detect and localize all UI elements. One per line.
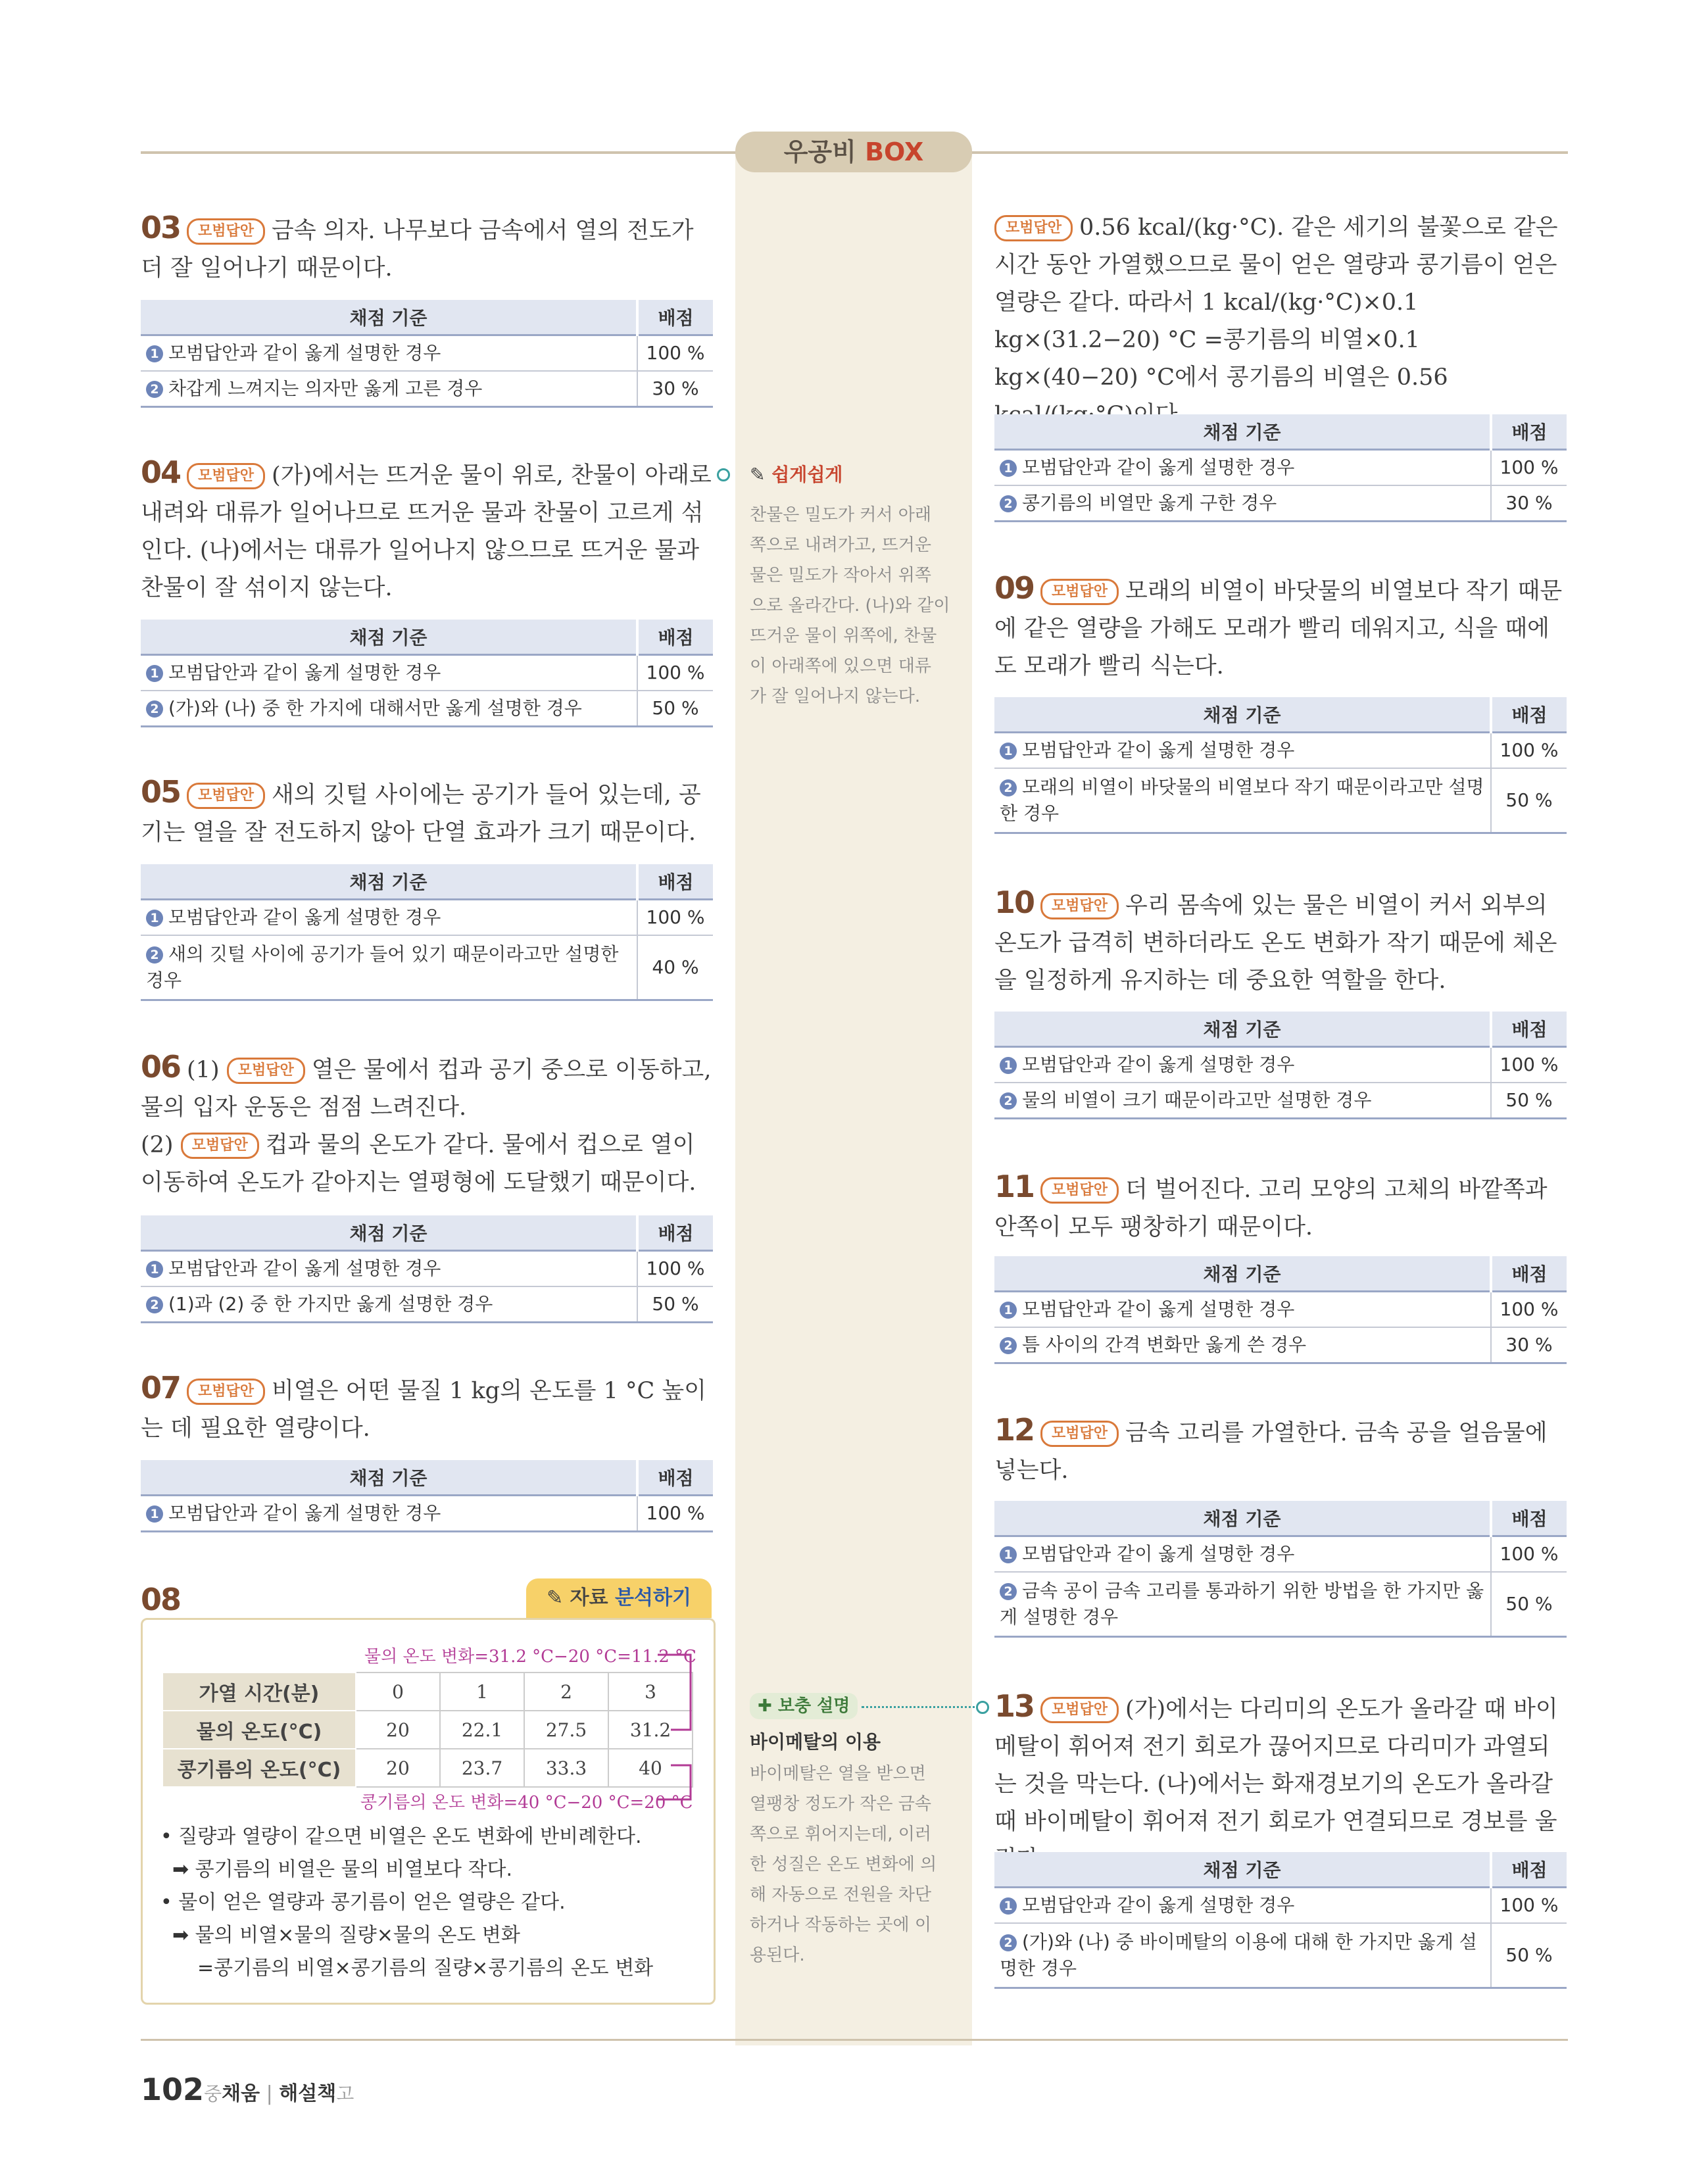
cell: 20 — [356, 1711, 440, 1749]
answer-badge: 모범답안 — [994, 215, 1073, 241]
row-points: 50 % — [637, 1286, 713, 1323]
water-change-note: 물의 온도 변화=31.2 °C−20 °C=11.2 °C — [364, 1647, 696, 1667]
row-text: 모범답안과 같이 옳게 설명한 경우 — [1022, 1894, 1295, 1916]
cell: 2 — [524, 1673, 608, 1711]
data-analysis-tag — [526, 1578, 712, 1618]
row-label: 가열 시간(분) — [162, 1673, 356, 1711]
easy-note-title — [750, 460, 842, 487]
row-points: 30 % — [1491, 1327, 1567, 1363]
points-header: 배점 — [637, 1460, 713, 1496]
row-points: 30 % — [637, 371, 713, 407]
criteria-header: 채점 기준 — [994, 1852, 1491, 1888]
q06-number: 06 — [141, 1049, 181, 1085]
row-points: 40 % — [637, 935, 713, 1000]
row-text: 모범답안과 같이 옳게 설명한 경우 — [168, 1502, 441, 1524]
q13-number: 13 — [994, 1688, 1035, 1724]
row-points: 50 % — [1491, 1083, 1567, 1119]
answer-badge: 모범답안 — [187, 783, 265, 809]
note-line: 쪽으로 휘어지는데, 이러 — [750, 1824, 931, 1844]
box-prefix: 우공비 — [783, 137, 856, 166]
answer-badge: 모범답안 — [1040, 1177, 1119, 1204]
points-header: 배점 — [637, 1215, 713, 1251]
row-text: 새의 깃털 사이에 공기가 들어 있기 때문이라고만 설명한 경우 — [146, 943, 619, 991]
note-line: 가 잘 일어나지 않는다. — [750, 687, 921, 706]
box-tab — [735, 132, 972, 172]
q06-score-table — [141, 1215, 713, 1323]
q06-part1-text: 열은 물에서 컵과 공기 중으로 이동하고, 물의 입자 운동은 점점 느려진다. — [141, 1057, 712, 1121]
table-row — [141, 655, 713, 691]
points-header: 배점 — [1491, 1012, 1567, 1047]
table-row — [141, 1286, 713, 1323]
row-number: 1 — [1000, 1057, 1017, 1074]
q10-score-table — [994, 1012, 1567, 1119]
note-line: 으로 올라간다. (나)와 같이 — [750, 596, 950, 616]
q03-score-table — [141, 300, 713, 408]
criteria-header: 채점 기준 — [994, 1012, 1491, 1047]
row-text: (1)과 (2) 중 한 가지만 옳게 설명한 경우 — [168, 1293, 493, 1315]
row-number: 1 — [146, 1505, 163, 1523]
row-points: 100 % — [1491, 1047, 1567, 1083]
table-row — [994, 1327, 1567, 1363]
q13-text: (가)에서는 다리미의 온도가 올라갈 때 바이메탈이 휘어져 전기 회로가 끊어지므로 다리미가 과열되는 것을 막는다. (나)에서는 화재경보기의 온도가 올라갈 때 바이메탈이 휘어져 전기 회로가 연결되므로 경보를 울 — [994, 1696, 1558, 1835]
pencil-icon: ✎ — [547, 1586, 564, 1609]
bullet-3: • 물이 얻은 열량과 콩기름이 얻은 열량은 같다. — [160, 1891, 566, 1914]
row-label: 물의 온도(°C) — [162, 1711, 356, 1749]
q13-score-table — [994, 1852, 1567, 1989]
points-header: 배점 — [1491, 414, 1567, 450]
row-number: 1 — [146, 665, 163, 682]
q10-text: 우리 몸속에 있는 물은 비열이 커서 외부의 온도가 급격히 변하더라도 온도 변화가 작기 때문에 체온을 일정하게 유지하는 데 중요한 역할을 한다. — [994, 892, 1557, 994]
q03-text: 금속 의자. 나무보다 금속에서 열의 전도가 더 잘 일어나기 때문이다. — [141, 218, 694, 281]
answer-badge: 모범답안 — [1040, 893, 1119, 919]
q06-part1-label: (1) — [187, 1057, 220, 1083]
points-header: 배점 — [1491, 1256, 1567, 1292]
cell: 0 — [356, 1673, 440, 1711]
row-points: 100 % — [1491, 1888, 1567, 1924]
criteria-header: 채점 기준 — [994, 1256, 1491, 1292]
bullet-5: =콩기름의 비열×콩기름의 질량×콩기름의 온도 변화 — [197, 1957, 654, 1980]
points-header: 배점 — [1491, 1852, 1567, 1888]
row-points: 50 % — [1491, 768, 1567, 833]
note-line: 한 성질은 온도 변화에 의 — [750, 1855, 937, 1874]
note-line: 이 아래쪽에 있으면 대류 — [750, 656, 931, 676]
row-number: 2 — [146, 700, 163, 718]
footer-book: 채움 — [222, 2082, 260, 2105]
row-points: 100 % — [1491, 733, 1567, 769]
cell: 1 — [440, 1673, 524, 1711]
note-line: 용된다. — [750, 1945, 805, 1965]
q04-text: (가)에서는 뜨거운 물이 위로, 찬물이 아래로 내려와 대류가 일어나므로 뜨거운 물과 찬물이 고르게 섞인다. (나)에서는 대류가 일어나지 않으므로 뜨거운 물과 찬물이 잘 섞이지 않는다. — [141, 462, 712, 601]
easy-note-body — [750, 500, 950, 712]
q12-number: 12 — [994, 1412, 1035, 1448]
note-line: 해 자동으로 전원을 차단 — [750, 1885, 931, 1905]
row-points: 100 % — [1491, 1292, 1567, 1328]
q13-answer — [994, 1688, 1567, 1878]
q08-heading — [141, 1581, 187, 1622]
row-number: 1 — [1000, 460, 1017, 477]
plus-icon: ✚ — [758, 1696, 772, 1716]
points-header: 배점 — [1491, 697, 1567, 733]
footer-sep: 해설책 — [279, 2082, 337, 2105]
row-text: 모범답안과 같이 옳게 설명한 경우 — [168, 342, 441, 364]
q12-text: 금속 고리를 가열한다. 금속 공을 얼음물에 넣는다. — [994, 1420, 1548, 1484]
table-row — [994, 1888, 1567, 1924]
row-text: 물의 비열이 크기 때문이라고만 설명한 경우 — [1022, 1089, 1372, 1111]
note-line: 찬물은 밀도가 커서 아래 — [750, 505, 931, 525]
page-number: 102 — [141, 2072, 205, 2107]
q08-bullets — [160, 1821, 653, 1985]
criteria-header: 채점 기준 — [141, 300, 637, 335]
q04-number: 04 — [141, 454, 181, 490]
table-row — [141, 1251, 713, 1287]
row-points: 100 % — [637, 900, 713, 936]
table-row — [141, 371, 713, 407]
table-row — [994, 485, 1567, 522]
row-text: 모범답안과 같이 옳게 설명한 경우 — [168, 662, 441, 683]
row-number: 1 — [1000, 1546, 1017, 1563]
criteria-header: 채점 기준 — [141, 864, 637, 900]
row-text: (가)와 (나) 중 한 가지에 대해서만 옳게 설명한 경우 — [168, 697, 582, 719]
note-line: 쪽으로 내려가고, 뜨거운 — [750, 535, 931, 555]
row-number: 1 — [146, 1261, 163, 1278]
row-points: 100 % — [1491, 1536, 1567, 1573]
row-text: 모범답안과 같이 옳게 설명한 경우 — [1022, 1298, 1295, 1320]
footer-post: 고 — [336, 2083, 354, 2105]
q07-score-table — [141, 1460, 713, 1532]
note-line: 바이메탈은 열을 받으면 — [750, 1764, 926, 1784]
page-footer: 102중채움 | 해설책고 — [141, 2072, 354, 2107]
q06-part2-text: 컵과 물의 온도가 같다. 물에서 컵으로 열이 이동하여 온도가 같아지는 열평형에 도달했기 때문이다. — [141, 1132, 696, 1196]
cell: 20 — [356, 1749, 440, 1787]
table-row — [994, 1047, 1567, 1083]
q05-text: 새의 깃털 사이에는 공기가 들어 있는데, 공기는 열을 잘 전도하지 않아 단열 효과가 크기 때문이다. — [141, 782, 701, 846]
row-number: 2 — [1000, 1337, 1017, 1354]
points-header: 배점 — [1491, 1501, 1567, 1536]
cell: 27.5 — [524, 1711, 608, 1749]
q10-answer — [994, 884, 1567, 1000]
criteria-header: 채점 기준 — [141, 1460, 637, 1496]
tag-part-a: 자료 — [570, 1586, 608, 1609]
easy-title-text: 쉽게쉽게 — [771, 464, 843, 485]
q09-number: 09 — [994, 570, 1035, 606]
row-text: 모범답안과 같이 옳게 설명한 경우 — [168, 906, 441, 928]
q07-number: 07 — [141, 1370, 181, 1405]
answer-badge: 모범답안 — [187, 463, 265, 489]
cell: 3 — [608, 1673, 693, 1711]
q05-number: 05 — [141, 774, 181, 810]
cell: 31.2 — [608, 1711, 693, 1749]
criteria-header: 채점 기준 — [994, 1501, 1491, 1536]
criteria-header: 채점 기준 — [994, 697, 1491, 733]
tag-part-b: 분석하기 — [615, 1586, 691, 1609]
row-number: 2 — [1000, 779, 1017, 796]
table-row — [994, 1923, 1567, 1988]
row-number: 1 — [1000, 1302, 1017, 1319]
answer-badge: 모범답안 — [181, 1133, 259, 1159]
connector-dot — [976, 1701, 989, 1714]
note-line: 물은 밀도가 작아서 위쪽 — [750, 566, 931, 585]
q11-text: 더 벌어진다. 고리 모양의 고체의 바깥쪽과 안쪽이 모두 팽창하기 때문이다. — [994, 1177, 1548, 1240]
row-label: 콩기름의 온도(°C) — [162, 1749, 356, 1787]
cell: 40 — [608, 1749, 693, 1787]
footer-pre: 중 — [204, 2083, 222, 2105]
note-line: 열팽창 정도가 작은 금속 — [750, 1794, 931, 1814]
q07-text: 비열은 어떤 물질 1 kg의 온도를 1 °C 높이는 데 필요한 열량이다. — [141, 1378, 706, 1442]
bimetal-body — [750, 1759, 937, 1970]
row-points: 100 % — [637, 335, 713, 372]
cell: 23.7 — [440, 1749, 524, 1787]
row-text: 금속 공이 금속 고리를 통과하기 위한 방법을 한 가지만 옳게 설명한 경우 — [1000, 1580, 1484, 1628]
row-number: 2 — [146, 1296, 163, 1313]
row-text: (가)와 (나) 중 바이메탈의 이용에 대해 한 가지만 옳게 설명한 경우 — [1000, 1931, 1477, 1979]
q05-score-table — [141, 864, 713, 1001]
table-row — [141, 691, 713, 727]
bullet-4: ➡ 물의 비열×물의 질량×물의 온도 변화 — [172, 1924, 520, 1947]
table-row — [994, 1572, 1567, 1637]
supplement-tag-text: 보충 설명 — [777, 1696, 850, 1716]
row-text: 모범답안과 같이 옳게 설명한 경우 — [1022, 1054, 1295, 1075]
cell: 33.3 — [524, 1749, 608, 1787]
q08-score-table — [994, 414, 1567, 522]
row-text: 모범답안과 같이 옳게 설명한 경우 — [1022, 739, 1295, 761]
row-number: 2 — [146, 381, 163, 398]
table-row — [994, 733, 1567, 769]
table-row — [162, 1711, 693, 1749]
row-number: 2 — [1000, 1934, 1017, 1951]
cell: 22.1 — [440, 1711, 524, 1749]
q03-answer — [141, 209, 713, 287]
q07-answer — [141, 1369, 713, 1448]
q11-answer — [994, 1168, 1567, 1246]
note-line: 하거나 작동하는 곳에 이 — [750, 1915, 931, 1935]
table-row — [162, 1749, 693, 1787]
row-number: 2 — [1000, 1092, 1017, 1110]
row-text: 콩기름의 비열만 옳게 구한 경우 — [1022, 492, 1277, 514]
table-row — [141, 335, 713, 372]
row-number: 2 — [146, 946, 163, 964]
q06-answer — [141, 1048, 713, 1202]
row-number: 1 — [146, 345, 163, 362]
bimetal-title: 바이메탈의 이용 — [750, 1731, 881, 1753]
q08-answer — [994, 209, 1567, 434]
points-header: 배점 — [637, 300, 713, 335]
answer-badge: 모범답안 — [227, 1058, 305, 1084]
table-row — [994, 1292, 1567, 1328]
q09-text: 모래의 비열이 바닷물의 비열보다 작기 때문에 같은 열량을 가해도 모래가 빨리 데워지고, 식을 때에도 모래가 빨리 식는다. — [994, 578, 1563, 679]
row-points: 100 % — [637, 1496, 713, 1532]
row-points: 100 % — [1491, 450, 1567, 486]
row-number: 1 — [146, 910, 163, 927]
answer-badge: 모범답안 — [1040, 1697, 1119, 1723]
bracket-lines — [658, 1648, 704, 1806]
row-points: 50 % — [1491, 1572, 1567, 1637]
q03-number: 03 — [141, 210, 181, 245]
q10-number: 10 — [994, 885, 1035, 920]
criteria-header: 채점 기준 — [141, 620, 637, 655]
answer-badge: 모범답안 — [1040, 1421, 1119, 1447]
note-line: 뜨거운 물이 위쪽에, 찬물 — [750, 626, 937, 646]
row-number: 2 — [1000, 1583, 1017, 1600]
row-points: 100 % — [637, 655, 713, 691]
table-row — [141, 900, 713, 936]
row-number: 2 — [1000, 495, 1017, 512]
row-text: 모범답안과 같이 옳게 설명한 경우 — [1022, 456, 1295, 478]
q12-score-table — [994, 1501, 1567, 1638]
table-row — [994, 1536, 1567, 1573]
q12-answer — [994, 1411, 1567, 1490]
pencil-icon: ✎ — [750, 464, 766, 485]
q11-score-table — [994, 1256, 1567, 1364]
connector-dot — [717, 468, 730, 481]
row-number: 1 — [1000, 1897, 1017, 1915]
points-header: 배점 — [637, 620, 713, 655]
row-number: 1 — [1000, 743, 1017, 760]
q06-part2-label: (2) — [141, 1132, 174, 1158]
points-header: 배점 — [637, 864, 713, 900]
q04-score-table — [141, 620, 713, 727]
dotted-connector — [862, 1706, 980, 1708]
criteria-header: 채점 기준 — [141, 1215, 637, 1251]
row-points: 30 % — [1491, 485, 1567, 522]
row-points: 50 % — [1491, 1923, 1567, 1988]
box-accent: BOX — [865, 137, 924, 166]
oil-change-note: 콩기름의 온도 변화=40 °C−20 °C=20 °C — [360, 1793, 693, 1813]
answer-badge: 모범답안 — [1040, 579, 1119, 605]
q09-score-table — [994, 697, 1567, 834]
bullet-1: • 질량과 열량이 같으면 비열은 온도 변화에 반비례한다. — [160, 1825, 642, 1848]
answer-badge: 모범답안 — [187, 218, 265, 245]
table-row — [994, 450, 1567, 486]
bullet-2: ➡ 콩기름의 비열은 물의 비열보다 작다. — [172, 1858, 513, 1881]
table-row — [994, 768, 1567, 833]
row-text: 차갑게 느껴지는 의자만 옳게 고른 경우 — [168, 378, 483, 399]
table-row — [141, 935, 713, 1000]
row-text: 모범답안과 같이 옳게 설명한 경우 — [1022, 1543, 1295, 1565]
q08-number: 08 — [141, 1582, 181, 1617]
q05-answer — [141, 773, 713, 852]
supplement-tag — [750, 1693, 858, 1719]
criteria-header: 채점 기준 — [994, 414, 1491, 450]
table-row — [994, 1083, 1567, 1119]
q09-answer — [994, 570, 1567, 685]
row-text: 모범답안과 같이 옳게 설명한 경우 — [168, 1258, 441, 1279]
row-points: 100 % — [637, 1251, 713, 1287]
q11-number: 11 — [994, 1169, 1035, 1204]
row-text: 모래의 비열이 바닷물의 비열보다 작기 때문이라고만 설명한 경우 — [1000, 776, 1484, 824]
q08-text: 0.56 kcal/(kg·°C). 같은 세기의 불꽃으로 같은 시간 동안 가열했으므로 물이 얻은 열량과 콩기름이 얻은 열량은 같다. 따라서 1 kcal/(kg·°C)×0.1 kg×(31.2−20) °C =콩기름의 비열×0.1 kg×(40−20) °C에서 콩기름의 비열은 0.56 — [994, 214, 1558, 391]
row-points: 50 % — [637, 691, 713, 727]
answer-badge: 모범답안 — [187, 1379, 265, 1405]
q08-data-table — [162, 1672, 693, 1788]
bottom-rule — [141, 2039, 1568, 2041]
q04-answer — [141, 454, 713, 607]
table-row — [162, 1673, 693, 1711]
table-row — [141, 1496, 713, 1532]
row-text: 틈 사이의 간격 변화만 옳게 쓴 경우 — [1022, 1334, 1307, 1356]
